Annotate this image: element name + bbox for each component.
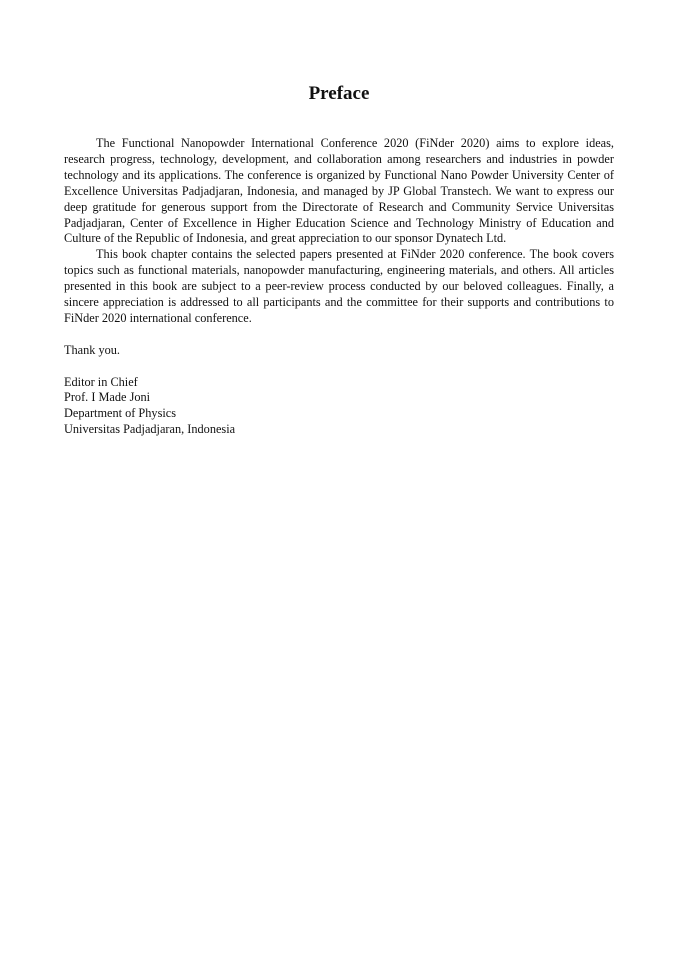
- spacer: [64, 327, 614, 343]
- signature-role: Editor in Chief: [64, 374, 138, 389]
- signature-department: Department of Physics: [64, 406, 177, 421]
- signature-block: [64, 375, 614, 439]
- signature-institution: Universitas Padjadjaran, Indonesia: [64, 422, 236, 437]
- paragraph-intro: The Functional Nanopowder International Conference 2020 (FiNder 2020) aims to explore ideas, research progress, technology, development, and collaboration among researchers and industries in powder technology and its applications. The conference is organized by Functional Nano Powder University Center of Excellence Universitas Padjadjaran, Indonesia, and managed by JP Global Transtech. We want to express our deep gratitude for generous support from the Directorate of Research and Community Service Universitas Padjadjaran, Center of Excellence in Higher Education Science and Technology Ministry of Education and Culture of the Republic of Indonesia, and great appreciation to our sponsor Dynatech Ltd.: [64, 136, 614, 246]
- preface-body: [64, 136, 614, 438]
- page-title: Preface: [308, 83, 370, 104]
- closing-text: Thank you.: [64, 342, 121, 357]
- paragraph-book-chapter: This book chapter contains the selected papers presented at FiNder 2020 conference. The book covers topics such as functional materials, nanopowder manufacturing, engineering materials, and others. All articles presented in this book are subject to a peer-review process conducted by our beloved colleagues. Finally, a sincere appreciation is addressed to all participants and the committee for their supports and contributions to FiNder 2020 international conference.: [64, 247, 614, 325]
- spacer: [64, 359, 614, 375]
- signature-name: Prof. I Made Joni: [64, 390, 151, 405]
